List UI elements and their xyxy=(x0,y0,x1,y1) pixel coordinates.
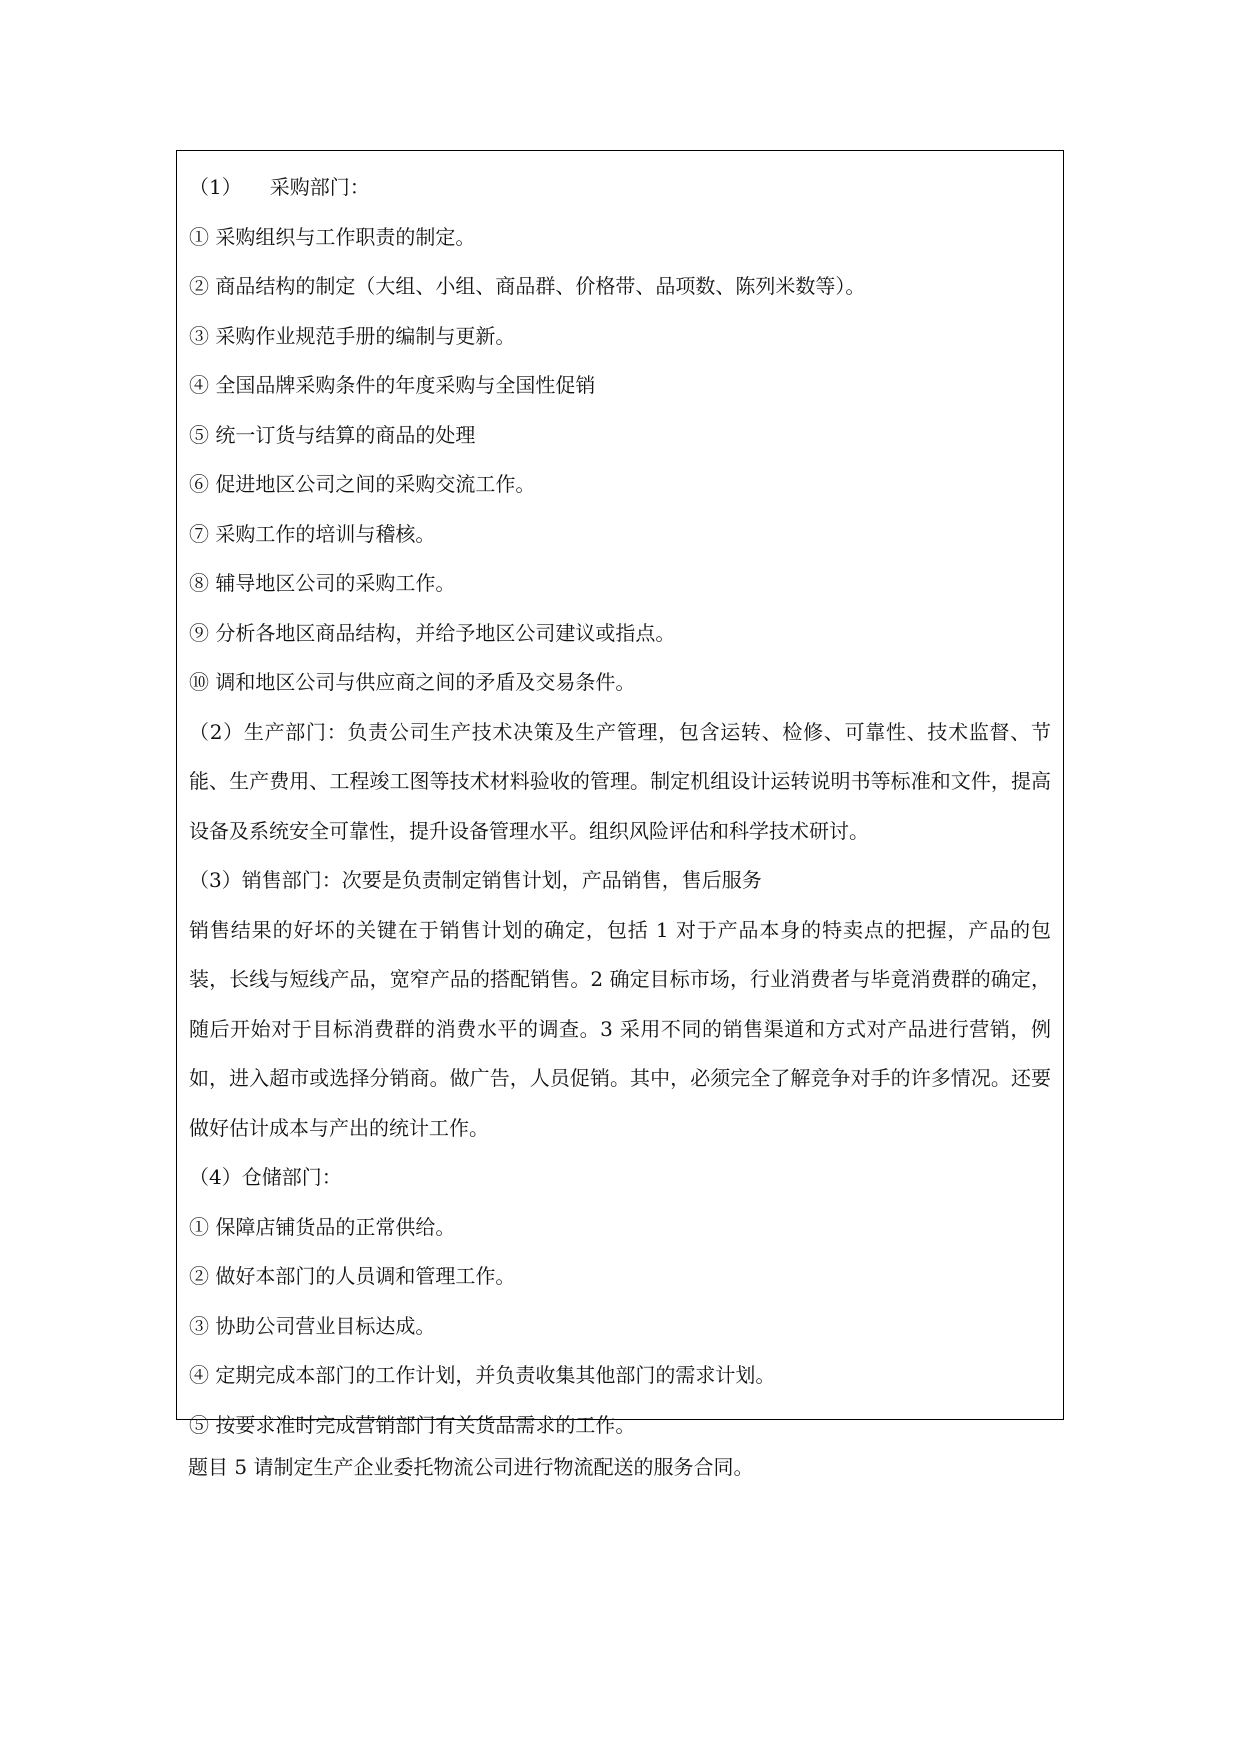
procurement-item: ② 商品结构的制定（大组、小组、商品群、价格带、品项数、陈列米数等）。 xyxy=(189,274,866,298)
warehouse-item: ⑤ 按要求准时完成营销部门有关货品需求的工作。 xyxy=(189,1412,636,1437)
procurement-item: ⑩ 调和地区公司与供应商之间的矛盾及交易条件。 xyxy=(189,670,636,694)
production-paragraph: （2）生产部门：负责公司生产技术决策及生产管理，包含运转、检修、可靠性、技术监督、节能、生产费用、工程竣工图等技术材料验收的管理。制定机组设计运转说明书等标准和文件，提高设备及系统安全可靠性，提升设备管理水平。组织风险评估和科学技术研讨。 xyxy=(189,719,1051,843)
procurement-item: ⑨ 分析各地区商品结构，并给予地区公司建议或指点。 xyxy=(189,620,676,645)
sales-title: （3）销售部门：次要是负责制定销售计划，产品销售，售后服务 xyxy=(189,868,762,892)
warehouse-item: ① 保障店铺货品的正常供给。 xyxy=(189,1214,456,1239)
procurement-item: ⑦ 采购工作的培训与稽核。 xyxy=(189,521,436,546)
question-5-text: 题目 5 请制定生产企业委托物流公司进行物流配送的服务合同。 xyxy=(188,1455,754,1479)
procurement-item: ⑥ 促进地区公司之间的采购交流工作。 xyxy=(189,472,536,496)
procurement-item: ④ 全国品牌采购条件的年度采购与全国性促销 xyxy=(189,373,596,397)
procurement-item: ⑧ 辅导地区公司的采购工作。 xyxy=(189,571,456,595)
procurement-title-text: 采购部门： xyxy=(269,175,370,199)
procurement-item: ⑤ 统一订货与结算的商品的处理 xyxy=(189,422,476,447)
warehouse-item: ④ 定期完成本部门的工作计划，并负责收集其他部门的需求计划。 xyxy=(189,1363,776,1387)
sales-paragraph: 销售结果的好坏的关键在于销售计划的确定，包括 1 对于产品本身的特卖点的把握，产品的包装，长线与短线产品，宽窄产品的搭配销售。2 确定目标市场，行业消费者与毕竟消费群的确定，随后开始对于目标消费群的消费水平的调查。3 采用不同的销售渠道和方式对产品进行营销，例如，进入超市或选择分销商。做广告，人员促销。其中，必须完全了解竞争对手的许多情况。还要做好估计成本与产出的统计工作。 xyxy=(189,917,1051,1140)
procurement-title xyxy=(189,163,1051,213)
department-duties-box xyxy=(176,150,1064,1437)
procurement-item: ① 采购组织与工作职责的制定。 xyxy=(189,224,476,249)
procurement-title-number: （1） xyxy=(189,175,242,199)
warehouse-title: （4）仓储部门： xyxy=(189,1165,342,1189)
warehouse-item: ② 做好本部门的人员调和管理工作。 xyxy=(189,1264,516,1288)
procurement-item: ③ 采购作业规范手册的编制与更新。 xyxy=(189,323,516,348)
warehouse-item: ③ 协助公司营业目标达成。 xyxy=(189,1313,436,1338)
